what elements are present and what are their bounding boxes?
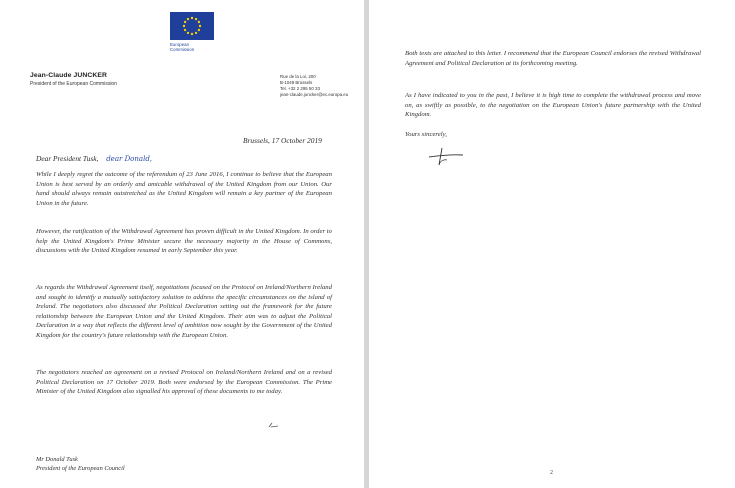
salutation: Dear President Tusk, bbox=[36, 154, 99, 163]
letter-page-1 bbox=[0, 0, 364, 488]
sender-address bbox=[280, 74, 348, 98]
sender-name: Jean-Claude JUNCKER bbox=[30, 72, 108, 79]
address-line-2: B-1049 Brussels bbox=[280, 80, 313, 85]
european-commission-logo bbox=[170, 12, 214, 52]
handwritten-greeting: dear Donald, bbox=[106, 155, 153, 163]
sender-block bbox=[30, 72, 117, 87]
ink-mark-icon bbox=[268, 416, 280, 434]
recipient-name: Mr Donald Tusk bbox=[36, 456, 78, 463]
recipient-title: President of the European Council bbox=[36, 464, 125, 472]
logo-line-2: Commission bbox=[170, 47, 195, 52]
letter-date: Brussels, 17 October 2019 bbox=[243, 136, 322, 145]
body-paragraph-4: The negotiators reached an agreement on a revised Protocol on Ireland/Northern Ireland and on a revised Political Declaration on 17 October 2019. Both were endorsed by the European Commission. The Prime Minister of the United Kingdom also signalled his approval of these documents to me today. bbox=[36, 369, 332, 395]
salutation-line bbox=[36, 154, 152, 163]
body-paragraph-2: However, the ratification of the Withdrawal Agreement has proven difficult in the United Kingdom. In order to help the United Kingdom's Prime Minister secure the necessary majority in the House of Commons, discussions with the United Kingdom resumed in early September this year. bbox=[36, 228, 332, 254]
address-line-4: jean-claude.juncker@ec.europa.eu bbox=[280, 92, 349, 97]
address-line-1: Rue de la Loi, 200 bbox=[280, 74, 316, 79]
body-paragraph-6: As I have indicated to you in the past, I believe it is high time to complete the withdrawal process and move on, as swiftly as possible, to the negotiation on the European Union's future partnership with the United Kingdom. bbox=[405, 92, 701, 118]
sender-role: President of the European Commission bbox=[30, 81, 117, 87]
body-paragraph-1: While I deeply regret the outcome of the referendum of 23 June 2016, I continue to believe that the European Union is best served by an orderly and amicable withdrawal of the United Kingdom from our Union. Our hand should always remain outstretched as the United Kingdom will remain a key partner of the European Union in the future. bbox=[36, 171, 332, 207]
body-paragraph-5: Both texts are attached to this letter. I recommend that the European Council endorses the revised Withdrawal Agreement and Political Declaration at its forthcoming meeting. bbox=[405, 50, 701, 67]
eu-flag-icon bbox=[170, 12, 214, 40]
signature-icon bbox=[427, 145, 467, 172]
body-paragraph-3: As regards the Withdrawal Agreement itself, negotiations focused on the Protocol on Ireland/Northern Ireland and sought to identify a mutually satisfactory solution to address the specific circumstances on the island of Ireland. The negotiators also discussed the Political Declaration setting out the framework for the future relationship between the European Union and the United Kingdom. Their aim was to adjust the Political Declaration in a way that reflects the different level of ambition now sought by the Government of the United Kingdom for the country's future relationship with the European Union. bbox=[36, 284, 332, 339]
letter-page-2 bbox=[369, 0, 735, 488]
closing: Yours sincerely, bbox=[405, 131, 447, 138]
logo-line-1: European bbox=[170, 42, 190, 47]
page-number: 2 bbox=[550, 470, 553, 476]
address-line-3: Tel. +32 2 295 50 33 bbox=[280, 86, 320, 91]
recipient-block bbox=[36, 456, 125, 473]
